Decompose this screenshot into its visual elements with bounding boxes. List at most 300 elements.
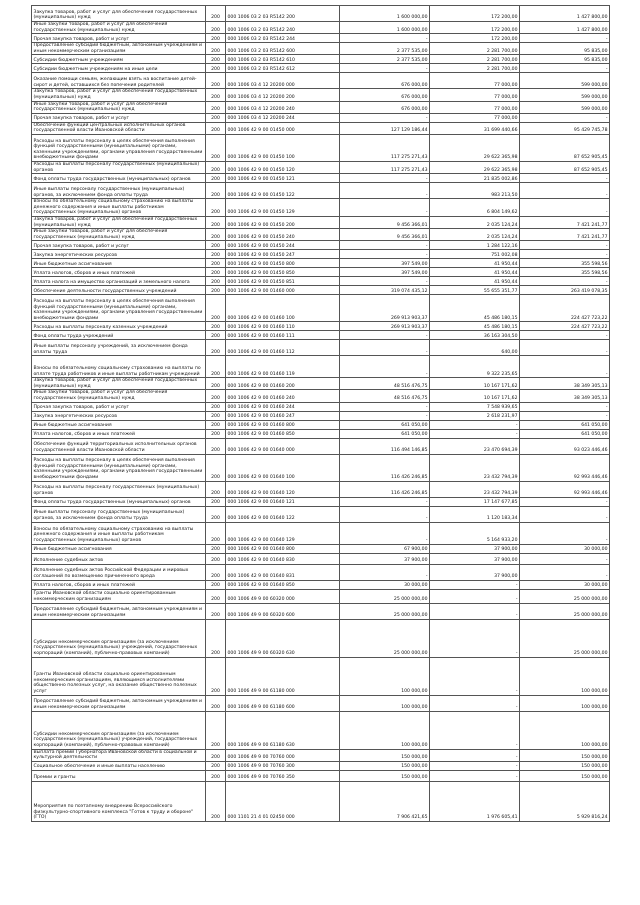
row-kbk-cell: 000 1006 03 2 03 R5142 200 (226, 6, 340, 22)
approved-amount-cell: - (340, 34, 430, 43)
unexecuted-amount-cell: - (520, 64, 610, 73)
table-row (32, 259, 610, 268)
unexecuted-amount-cell: 87 652 905,45 (520, 134, 610, 161)
row-name-cell: Уплата налогов, сборов и иных платежей (32, 580, 206, 589)
row-code-cell: 200 (206, 64, 226, 73)
executed-amount-cell: - (430, 580, 520, 589)
executed-amount-cell: 2 035 124,24 (430, 229, 520, 241)
approved-amount-cell: - (340, 522, 430, 544)
unexecuted-amount-cell: - (520, 277, 610, 286)
unexecuted-amount-cell: 641 050,00 (520, 429, 610, 438)
table-row (32, 277, 610, 286)
executed-amount-cell: 10 167 171,62 (430, 390, 520, 402)
row-name-cell: Обеспечение функций территориальных исполнительных органов государственной власти Ивановской области (32, 438, 206, 454)
table-row (32, 89, 610, 101)
row-name-cell: Иные выплаты персоналу государственных (муниципальных) органов, за исключением фонда оплаты труда (32, 183, 206, 199)
row-name-cell: Взносы по обязательному социальному страхованию на выплаты по оплате труда работников и иные выплаты работникам учреждений (32, 356, 206, 378)
approved-amount-cell: 25 000 000,00 (340, 603, 430, 619)
approved-amount-cell: 641 050,00 (340, 429, 430, 438)
row-name-cell: Выплата премий Губернатора Ивановской области в социальной и культурной деятельности (32, 749, 206, 761)
table-row (32, 761, 610, 770)
row-kbk-cell: 000 1006 49 9 00 61180 000 (226, 657, 340, 695)
row-kbk-cell: 000 1006 42 9 00 01450 851 (226, 277, 340, 286)
row-name-cell: Оказание помощи семьям, желающим взять на воспитание детей-сирот и детей, оставшихся без попечения родителей (32, 73, 206, 89)
row-name-cell: Расходы на выплаты персоналу в целях обеспечения выполнения функций государственными (муниципальными) органами, казенными учреждениями, органами управления государственными внебюджетными фондами (32, 295, 206, 322)
row-kbk-cell: 000 1006 42 9 00 01460 244 (226, 402, 340, 411)
unexecuted-amount-cell: 87 652 905,45 (520, 161, 610, 173)
table-row (32, 340, 610, 356)
approved-amount-cell: 150 000,00 (340, 749, 430, 761)
row-kbk-cell: 000 1006 42 9 00 01460 240 (226, 390, 340, 402)
executed-amount-cell: 77 000,00 (430, 101, 520, 113)
executed-amount-cell: 55 655 351,77 (430, 286, 520, 295)
table-row (32, 481, 610, 497)
table-row (32, 695, 610, 711)
approved-amount-cell: - (340, 64, 430, 73)
table-row (32, 390, 610, 402)
executed-amount-cell: 172 200,00 (430, 34, 520, 43)
row-kbk-cell: 000 1006 49 9 00 70760 300 (226, 761, 340, 770)
row-code-cell: 200 (206, 161, 226, 173)
executed-amount-cell: - (430, 770, 520, 781)
row-kbk-cell: 000 1006 03 2 03 R5142 610 (226, 55, 340, 64)
row-name-cell: Обеспечение деятельности государственных учреждений (32, 286, 206, 295)
unexecuted-amount-cell: 641 050,00 (520, 420, 610, 429)
executed-amount-cell: 45 486 180,15 (430, 295, 520, 322)
row-kbk-cell: 000 1006 42 9 00 01460 110 (226, 322, 340, 331)
executed-amount-cell: 640,00 (430, 340, 520, 356)
approved-amount-cell: 25 000 000,00 (340, 589, 430, 603)
approved-amount-cell: - (340, 199, 430, 217)
row-code-cell: 200 (206, 619, 226, 657)
table-row (32, 711, 610, 749)
row-kbk-cell: 000 1006 03 4 12 20200 240 (226, 101, 340, 113)
unexecuted-amount-cell: - (520, 402, 610, 411)
row-name-cell: Уплата налогов, сборов и иных платежей (32, 429, 206, 438)
approved-amount-cell: - (340, 356, 430, 378)
unexecuted-amount-cell: 95 835,00 (520, 43, 610, 55)
executed-amount-cell: 41 950,44 (430, 268, 520, 277)
approved-amount-cell: - (340, 340, 430, 356)
row-kbk-cell: 000 1006 49 9 00 60320 630 (226, 619, 340, 657)
executed-amount-cell: 1 120 183,34 (430, 506, 520, 522)
row-name-cell: Обеспечение функций центральных исполнительных органов государственной власти Ивановской области (32, 122, 206, 134)
row-name-cell: Иные бюджетные ассигнования (32, 420, 206, 429)
row-kbk-cell: 000 1006 03 2 03 R5142 600 (226, 43, 340, 55)
row-code-cell: 200 (206, 174, 226, 183)
approved-amount-cell: 25 000 000,00 (340, 619, 430, 657)
unexecuted-amount-cell: 7 421 241,77 (520, 229, 610, 241)
row-name-cell: Взносы по обязательному социальному страхованию на выплаты денежного содержания и иные выплаты работникам государственных (муниципальных) органов (32, 522, 206, 544)
row-name-cell: Расходы на выплаты персоналу в целях обеспечения выполнения функций государственными (муниципальными) органами, казенными учреждениями, органами управления государственными внебюджетными фондами (32, 454, 206, 481)
row-code-cell: 200 (206, 55, 226, 64)
row-kbk-cell: 000 1006 42 9 00 01450 129 (226, 199, 340, 217)
table-row (32, 183, 610, 199)
executed-amount-cell: 41 950,44 (430, 277, 520, 286)
executed-amount-cell: 37 900,00 (430, 544, 520, 553)
row-code-cell: 200 (206, 695, 226, 711)
row-code-cell: 200 (206, 277, 226, 286)
table-row (32, 161, 610, 173)
row-kbk-cell: 000 1006 49 9 00 60320 000 (226, 589, 340, 603)
unexecuted-amount-cell: 355 598,56 (520, 268, 610, 277)
table-row (32, 6, 610, 22)
row-code-cell: 200 (206, 390, 226, 402)
table-row (32, 603, 610, 619)
executed-amount-cell: 23 470 694,39 (430, 438, 520, 454)
approved-amount-cell: 676 000,00 (340, 73, 430, 89)
row-name-cell: Мероприятия по поэтапному внедрению Всероссийского физкультурно-спортивного комплекса "Готов к труду и обороне" (ГТО) (32, 781, 206, 821)
unexecuted-amount-cell: - (520, 411, 610, 420)
table-row (32, 770, 610, 781)
approved-amount-cell: 676 000,00 (340, 101, 430, 113)
approved-amount-cell: - (340, 506, 430, 522)
unexecuted-amount-cell: 30 000,00 (520, 544, 610, 553)
approved-amount-cell: 48 516 476,75 (340, 390, 430, 402)
executed-amount-cell: 77 000,00 (430, 89, 520, 101)
row-name-cell: Расходы на выплаты персоналу государственных (муниципальных) органов (32, 161, 206, 173)
row-kbk-cell: 000 1006 03 4 12 20200 200 (226, 89, 340, 101)
unexecuted-amount-cell: - (520, 34, 610, 43)
unexecuted-amount-cell: 30 000,00 (520, 580, 610, 589)
row-code-cell: 200 (206, 6, 226, 22)
unexecuted-amount-cell: - (520, 174, 610, 183)
approved-amount-cell: - (340, 183, 430, 199)
row-kbk-cell: 000 1006 42 9 00 01460 111 (226, 331, 340, 340)
row-kbk-cell: 000 1006 42 9 00 01450 000 (226, 122, 340, 134)
row-name-cell: Фонд оплаты труда государственных (муниципальных) органов (32, 174, 206, 183)
unexecuted-amount-cell: 150 000,00 (520, 749, 610, 761)
row-code-cell: 200 (206, 420, 226, 429)
row-kbk-cell: 000 1006 42 9 00 01460 100 (226, 295, 340, 322)
unexecuted-amount-cell: 95 835,00 (520, 55, 610, 64)
row-code-cell: 200 (206, 241, 226, 250)
row-name-cell: Иные закупки товаров, работ и услуг для обеспечения государственных (муниципальных) нужд (32, 22, 206, 34)
row-code-cell: 200 (206, 761, 226, 770)
row-code-cell: 200 (206, 544, 226, 553)
row-code-cell: 200 (206, 134, 226, 161)
executed-amount-cell: 2 618 231,97 (430, 411, 520, 420)
row-kbk-cell: 000 1006 42 9 00 01450 240 (226, 229, 340, 241)
table-row (32, 55, 610, 64)
approved-amount-cell: - (340, 331, 430, 340)
table-row (32, 356, 610, 378)
unexecuted-amount-cell: 100 000,00 (520, 711, 610, 749)
approved-amount-cell: 116 494 146,85 (340, 438, 430, 454)
row-name-cell: Прочая закупка товаров, работ и услуг (32, 402, 206, 411)
table-row (32, 544, 610, 553)
table-row (32, 43, 610, 55)
row-code-cell: 200 (206, 101, 226, 113)
executed-amount-cell: 983 213,50 (430, 183, 520, 199)
row-kbk-cell: 000 1006 42 9 00 01640 850 (226, 580, 340, 589)
row-kbk-cell: 000 1006 42 9 00 01460 112 (226, 340, 340, 356)
table-row (32, 429, 610, 438)
unexecuted-amount-cell: 1 427 800,00 (520, 6, 610, 22)
row-name-cell: Исполнение судебных актов (32, 553, 206, 564)
row-kbk-cell: 000 1006 42 9 00 01460 000 (226, 286, 340, 295)
row-name-cell: Иные выплаты персоналу учреждений, за исключением фонда оплаты труда (32, 340, 206, 356)
row-name-cell: Уплата налогов, сборов и иных платежей (32, 268, 206, 277)
approved-amount-cell: - (340, 402, 430, 411)
approved-amount-cell: - (340, 241, 430, 250)
row-name-cell: Субсидии некоммерческим организациям (за исключением государственных (муниципальных) учреждений, государственных корпораций (компаний), публично-правовых компаний) (32, 711, 206, 749)
executed-amount-cell: 45 486 180,15 (430, 322, 520, 331)
unexecuted-amount-cell: - (520, 564, 610, 580)
unexecuted-amount-cell: - (520, 522, 610, 544)
approved-amount-cell: 1 600 000,00 (340, 6, 430, 22)
unexecuted-amount-cell: - (520, 506, 610, 522)
executed-amount-cell: 751 002,08 (430, 250, 520, 259)
table-row (32, 101, 610, 113)
row-name-cell: Субсидии некоммерческим организациям (за исключением государственных (муниципальных) учреждений, государственных корпораций (компаний), публично-правовых компаний) (32, 619, 206, 657)
approved-amount-cell: 397 549,00 (340, 259, 430, 268)
approved-amount-cell: 150 000,00 (340, 770, 430, 781)
table-row (32, 268, 610, 277)
row-kbk-cell: 000 1006 42 9 00 01460 200 (226, 378, 340, 390)
approved-amount-cell: 9 456 366,01 (340, 229, 430, 241)
table-row (32, 216, 610, 228)
executed-amount-cell: 2 281 700,00 (430, 43, 520, 55)
table-row (32, 250, 610, 259)
row-name-cell: Закупка товаров, работ и услуг для обеспечения государственных (муниципальных) нужд (32, 6, 206, 22)
unexecuted-amount-cell: 150 000,00 (520, 770, 610, 781)
row-name-cell: Иные бюджетные ассигнования (32, 259, 206, 268)
row-name-cell: Гранты Ивановской области социально ориентированным некоммерческим организациям (32, 589, 206, 603)
row-name-cell: Исполнение судебных актов Российской Федерации и мировых соглашений по возмещению причиненного вреда (32, 564, 206, 580)
executed-amount-cell: - (430, 657, 520, 695)
unexecuted-amount-cell: - (520, 497, 610, 506)
executed-amount-cell: 36 163 304,50 (430, 331, 520, 340)
row-kbk-cell: 000 1006 03 2 03 R5142 244 (226, 34, 340, 43)
unexecuted-amount-cell: 599 000,00 (520, 89, 610, 101)
table-row (32, 286, 610, 295)
executed-amount-cell: 31 699 440,66 (430, 122, 520, 134)
row-code-cell: 200 (206, 522, 226, 544)
executed-amount-cell: 172 200,00 (430, 6, 520, 22)
unexecuted-amount-cell: 93 023 446,46 (520, 438, 610, 454)
approved-amount-cell: 7 906 421,65 (340, 781, 430, 821)
row-kbk-cell: 000 1006 42 9 00 01450 120 (226, 161, 340, 173)
row-name-cell: Расходы на выплаты персоналу казенных учреждений (32, 322, 206, 331)
table-row (32, 454, 610, 481)
row-name-cell: Иные бюджетные ассигнования (32, 544, 206, 553)
unexecuted-amount-cell: - (520, 553, 610, 564)
row-kbk-cell: 000 1006 42 9 00 01640 000 (226, 438, 340, 454)
approved-amount-cell: 100 000,00 (340, 657, 430, 695)
row-code-cell: 200 (206, 73, 226, 89)
row-kbk-cell: 000 1006 03 4 12 20200 000 (226, 73, 340, 89)
row-code-cell: 200 (206, 122, 226, 134)
approved-amount-cell: 319 074 435,12 (340, 286, 430, 295)
approved-amount-cell: 397 549,00 (340, 268, 430, 277)
row-code-cell: 200 (206, 22, 226, 34)
row-name-cell: Закупка энергетических ресурсов (32, 411, 206, 420)
row-kbk-cell: 000 1006 42 9 00 01450 121 (226, 174, 340, 183)
row-code-cell: 200 (206, 331, 226, 340)
row-code-cell: 200 (206, 770, 226, 781)
row-code-cell: 200 (206, 497, 226, 506)
unexecuted-amount-cell: - (520, 113, 610, 122)
unexecuted-amount-cell: - (520, 250, 610, 259)
unexecuted-amount-cell: 95 429 745,78 (520, 122, 610, 134)
row-kbk-cell: 000 1006 03 2 03 R5142 612 (226, 64, 340, 73)
table-row (32, 295, 610, 322)
executed-amount-cell: 23 432 794,39 (430, 481, 520, 497)
executed-amount-cell: 77 000,00 (430, 73, 520, 89)
approved-amount-cell: - (340, 113, 430, 122)
row-name-cell: Иные закупки товаров, работ и услуг для обеспечения государственных (муниципальных) нужд (32, 101, 206, 113)
unexecuted-amount-cell: 1 427 800,00 (520, 22, 610, 34)
unexecuted-amount-cell: - (520, 199, 610, 217)
row-code-cell: 200 (206, 749, 226, 761)
table-row (32, 199, 610, 217)
unexecuted-amount-cell: 150 000,00 (520, 761, 610, 770)
table-row (32, 322, 610, 331)
unexecuted-amount-cell: 25 000 000,00 (520, 619, 610, 657)
row-name-cell: Предоставление субсидий бюджетным, автономным учреждениям и иным некоммерческим организациям (32, 43, 206, 55)
executed-amount-cell: 29 622 365,98 (430, 161, 520, 173)
approved-amount-cell: 2 377 535,00 (340, 43, 430, 55)
approved-amount-cell: - (340, 250, 430, 259)
row-kbk-cell: 000 1006 49 9 00 61180 600 (226, 695, 340, 711)
row-code-cell: 200 (206, 657, 226, 695)
executed-amount-cell: 5 164 933,20 (430, 522, 520, 544)
executed-amount-cell: 23 432 794,39 (430, 454, 520, 481)
row-kbk-cell: 000 1006 49 9 00 60320 600 (226, 603, 340, 619)
row-code-cell: 200 (206, 268, 226, 277)
row-kbk-cell: 000 1006 42 9 00 01450 247 (226, 250, 340, 259)
row-code-cell: 200 (206, 286, 226, 295)
row-name-cell: Взносы по обязательному социальному страхованию на выплаты денежного содержания и иные выплаты работникам государственных (муниципальных) органов (32, 199, 206, 217)
row-name-cell: Расходы на выплаты персоналу государственных (муниципальных) органов (32, 481, 206, 497)
approved-amount-cell: 116 426 246,85 (340, 454, 430, 481)
executed-amount-cell: 37 900,00 (430, 553, 520, 564)
row-code-cell: 200 (206, 454, 226, 481)
executed-amount-cell: 172 200,00 (430, 22, 520, 34)
row-kbk-cell: 000 1006 49 9 00 61180 630 (226, 711, 340, 749)
row-code-cell: 200 (206, 564, 226, 580)
row-kbk-cell: 000 1006 42 9 00 01640 831 (226, 564, 340, 580)
approved-amount-cell: 269 913 903,37 (340, 322, 430, 331)
unexecuted-amount-cell: - (520, 340, 610, 356)
approved-amount-cell: 127 129 186,44 (340, 122, 430, 134)
unexecuted-amount-cell: 38 349 305,13 (520, 378, 610, 390)
approved-amount-cell: - (340, 277, 430, 286)
table-row (32, 402, 610, 411)
row-kbk-cell: 000 1006 42 9 00 01640 120 (226, 481, 340, 497)
table-row (32, 781, 610, 821)
unexecuted-amount-cell: 25 000 000,00 (520, 589, 610, 603)
executed-amount-cell: 21 835 002,86 (430, 174, 520, 183)
table-row (32, 22, 610, 34)
table-row (32, 411, 610, 420)
executed-amount-cell: 17 147 677,85 (430, 497, 520, 506)
row-name-cell: Предоставление субсидий бюджетным, автономным учреждениям и иным некоммерческим организациям (32, 603, 206, 619)
table-row (32, 438, 610, 454)
row-code-cell: 200 (206, 250, 226, 259)
approved-amount-cell: - (340, 411, 430, 420)
executed-amount-cell: 2 281 700,00 (430, 64, 520, 73)
approved-amount-cell: 150 000,00 (340, 761, 430, 770)
row-name-cell: Гранты Ивановской области социально ориентированным некоммерческим организациям, являющимся исполнителями общественно полезных услуг, на оказание общественно полезных услуг (32, 657, 206, 695)
row-kbk-cell: 000 1006 42 9 00 01640 830 (226, 553, 340, 564)
approved-amount-cell: 269 913 903,37 (340, 295, 430, 322)
row-code-cell: 200 (206, 356, 226, 378)
table-row (32, 619, 610, 657)
table-row (32, 749, 610, 761)
executed-amount-cell: 41 950,44 (430, 259, 520, 268)
row-code-cell: 200 (206, 402, 226, 411)
table-row (32, 420, 610, 429)
row-code-cell: 200 (206, 89, 226, 101)
table-row (32, 378, 610, 390)
approved-amount-cell: - (340, 174, 430, 183)
executed-amount-cell: 9 322 235,65 (430, 356, 520, 378)
row-kbk-cell: 000 1006 42 9 00 01640 129 (226, 522, 340, 544)
table-row (32, 580, 610, 589)
unexecuted-amount-cell: 5 929 816,24 (520, 781, 610, 821)
row-code-cell: 200 (206, 43, 226, 55)
executed-amount-cell: - (430, 429, 520, 438)
row-kbk-cell: 000 1006 42 9 00 01450 122 (226, 183, 340, 199)
table-body (32, 6, 610, 822)
table-row (32, 122, 610, 134)
row-code-cell: 200 (206, 781, 226, 821)
budget-execution-table (31, 5, 610, 822)
executed-amount-cell: 1 976 605,41 (430, 781, 520, 821)
row-name-cell: Закупка энергетических ресурсов (32, 250, 206, 259)
row-kbk-cell: 000 1006 49 9 00 70760 350 (226, 770, 340, 781)
row-kbk-cell: 000 1006 42 9 00 01450 200 (226, 216, 340, 228)
approved-amount-cell: - (340, 564, 430, 580)
table-row (32, 589, 610, 603)
table-row (32, 113, 610, 122)
approved-amount-cell: 30 000,00 (340, 580, 430, 589)
row-kbk-cell: 000 1006 42 9 00 01460 850 (226, 429, 340, 438)
table-row (32, 64, 610, 73)
row-kbk-cell: 000 1006 03 2 03 R5142 240 (226, 22, 340, 34)
row-code-cell: 200 (206, 34, 226, 43)
unexecuted-amount-cell: - (520, 183, 610, 199)
unexecuted-amount-cell: 263 419 078,35 (520, 286, 610, 295)
executed-amount-cell: 2 281 700,00 (430, 55, 520, 64)
row-code-cell: 200 (206, 216, 226, 228)
unexecuted-amount-cell: 599 000,00 (520, 73, 610, 89)
row-name-cell: Субсидии бюджетным учреждениям на иные цели (32, 64, 206, 73)
row-name-cell: Иные выплаты персоналу государственных (муниципальных) органов, за исключением фонда оплаты труда (32, 506, 206, 522)
row-name-cell: Премии и гранты (32, 770, 206, 781)
executed-amount-cell: - (430, 761, 520, 770)
row-code-cell: 200 (206, 603, 226, 619)
row-code-cell: 200 (206, 438, 226, 454)
unexecuted-amount-cell: 7 421 241,77 (520, 216, 610, 228)
row-code-cell: 200 (206, 711, 226, 749)
row-code-cell: 200 (206, 506, 226, 522)
row-name-cell: Иные закупки товаров, работ и услуг для обеспечения государственных (муниципальных) нужд (32, 390, 206, 402)
row-code-cell: 200 (206, 199, 226, 217)
approved-amount-cell: 1 600 000,00 (340, 22, 430, 34)
row-code-cell: 200 (206, 113, 226, 122)
row-code-cell: 200 (206, 580, 226, 589)
row-kbk-cell: 000 1006 42 9 00 01640 800 (226, 544, 340, 553)
row-code-cell: 200 (206, 183, 226, 199)
table-row (32, 497, 610, 506)
table-row (32, 506, 610, 522)
row-name-cell: Прочая закупка товаров, работ и услуг (32, 113, 206, 122)
unexecuted-amount-cell: 355 598,56 (520, 259, 610, 268)
row-code-cell: 200 (206, 589, 226, 603)
